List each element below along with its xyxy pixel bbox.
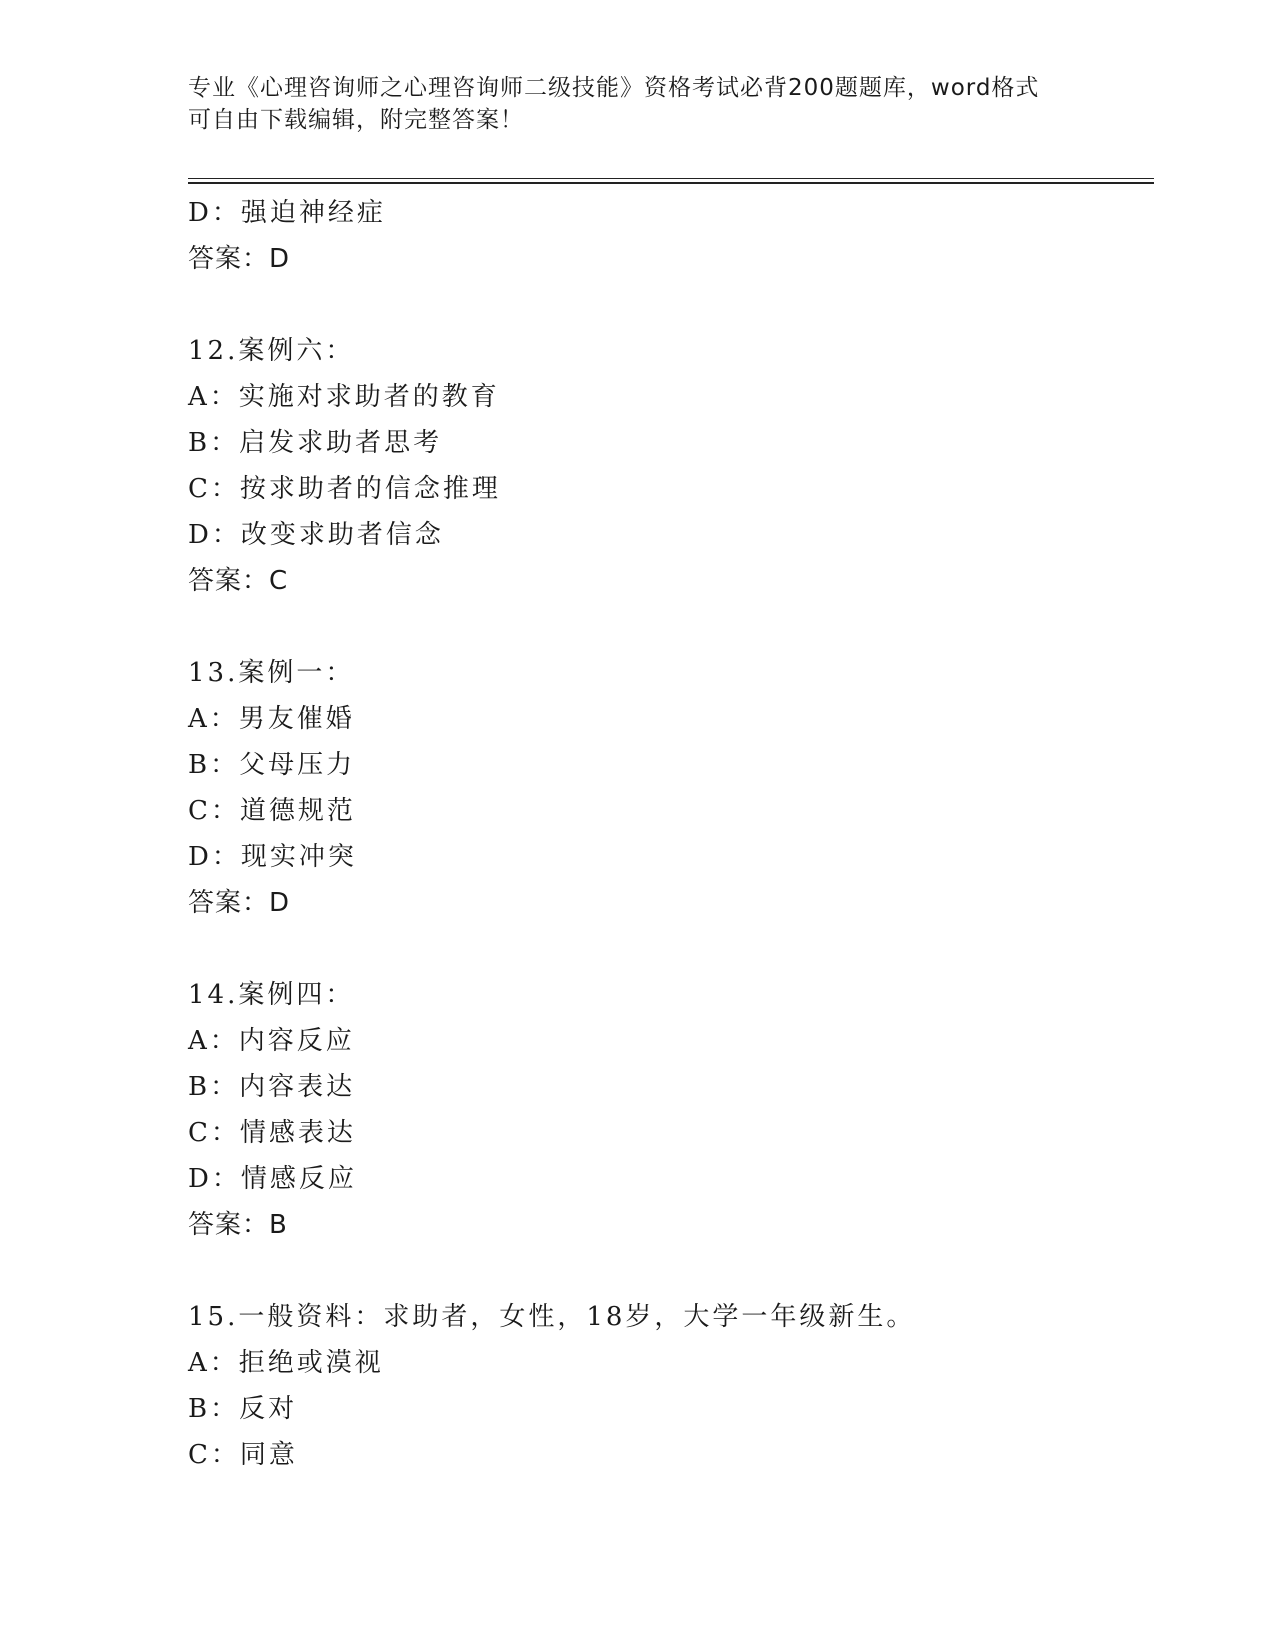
option-b: B：反对	[188, 1394, 298, 1424]
question-stem: 15.一般资料：求助者，女性，18岁，大学一年级新生。	[188, 1302, 916, 1332]
answer-line: 答案：D	[188, 244, 291, 274]
option-c: C：道德规范	[188, 796, 356, 826]
option-d: D：情感反应	[188, 1164, 357, 1194]
option-a: A：拒绝或漠视	[188, 1348, 384, 1378]
option-a: A：实施对求助者的教育	[188, 382, 500, 412]
option-a: A：男友催婚	[188, 704, 355, 734]
option-c: C：同意	[188, 1440, 298, 1470]
question-12	[188, 328, 1154, 604]
header-divider-thick	[188, 182, 1154, 184]
answer-line: 答案：C	[188, 566, 289, 596]
option-d: D：现实冲突	[188, 842, 357, 872]
question-13	[188, 650, 1154, 926]
answer-line: 答案：D	[188, 888, 291, 918]
question-stem: 12.案例六：	[188, 336, 355, 366]
header-title-line-2: 可自由下载编辑，附完整答案！	[188, 107, 524, 133]
option-b: B：启发求助者思考	[188, 428, 443, 458]
question-list	[188, 190, 1154, 1478]
question-stem: 13.案例一：	[188, 658, 355, 688]
option-d: D：改变求助者信念	[188, 520, 444, 550]
option-b: B：父母压力	[188, 750, 356, 780]
question-14	[188, 972, 1154, 1248]
option-d: D：强迫神经症	[188, 198, 386, 228]
option-c: C：按求助者的信念推理	[188, 474, 501, 504]
header-divider-thin	[188, 178, 1154, 179]
option-c: C：情感表达	[188, 1118, 356, 1148]
question-stem: 14.案例四：	[188, 980, 355, 1010]
header-title-line-1: 专业《心理咨询师之心理咨询师二级技能》资格考试必背200题题库，word格式	[188, 75, 1040, 101]
document-header	[188, 72, 1088, 136]
option-a: A：内容反应	[188, 1026, 355, 1056]
option-b: B：内容表达	[188, 1072, 356, 1102]
answer-line: 答案：B	[188, 1210, 288, 1240]
question-15	[188, 1294, 1154, 1478]
previous-question-tail	[188, 190, 1154, 282]
